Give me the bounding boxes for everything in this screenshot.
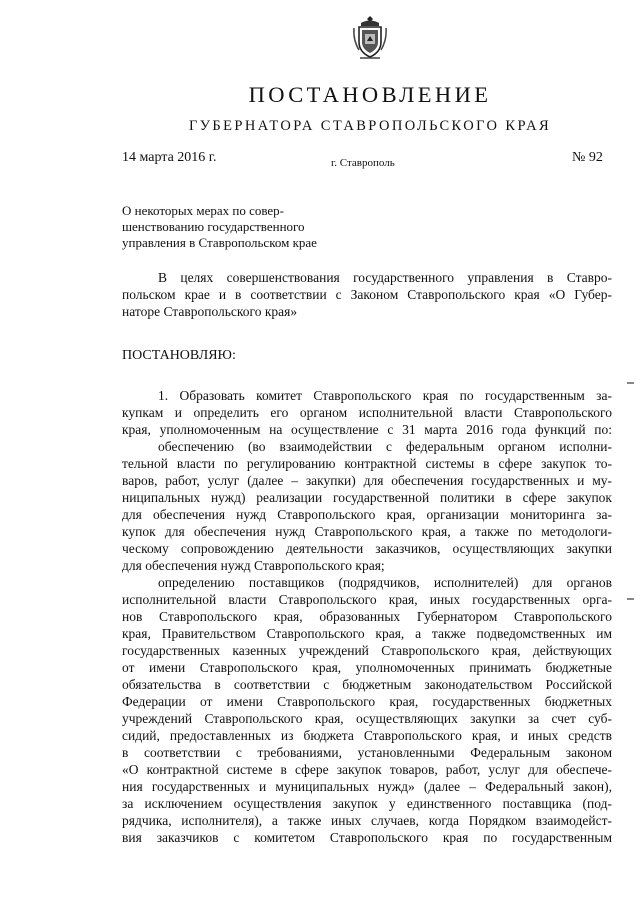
subject-line: управления в Ставропольском крае: [122, 235, 317, 250]
paragraph-line: рядчика, исполнителя), а также иных случаев, когда Порядком взаимодейст-: [122, 813, 612, 828]
paragraph-line: обеспечению (во взаимодействии с федеральным органом исполни-: [158, 439, 612, 454]
paragraph-line: исполнительной власти Ставропольского края, иных государственных орга-: [122, 592, 612, 607]
paragraph-line: в соответствии с требованиями, установленными Федеральным законом: [122, 745, 612, 760]
paragraph-line: сидий, предоставленных из бюджета Ставропольского края, и иных средств: [122, 728, 612, 743]
preamble-line: наторе Ставропольского края»: [122, 304, 298, 319]
item1-line: 1. Образовать комитет Ставропольского края по государственным за-: [158, 388, 612, 403]
paragraph-line: Федерации от имени Ставропольского края, государственных бюджетных: [122, 694, 612, 709]
paragraph-line: нов Ставропольского края, образованных Губернатором Ставропольского: [122, 609, 612, 624]
paragraph-line: от имени Ставропольского края, уполномоченных принимать бюджетные: [122, 660, 612, 675]
subject-line: О некоторых мерах по совер-: [122, 203, 284, 218]
margin-mark: [627, 382, 634, 384]
paragraph-line: ниципальных нужд) реализации государственной политики в сфере закупок: [122, 490, 612, 505]
document-body: [122, 269, 612, 846]
document-date: 14 марта 2016 г.: [122, 150, 217, 165]
subject-line: шенствованию государственного: [122, 219, 305, 234]
paragraph-line: определению поставщиков (подрядчиков, исполнителей) для органов: [158, 575, 612, 590]
paragraph-line: для обеспечения нужд Ставропольского края;: [122, 558, 385, 573]
paragraph-line: вия заказчиков с комитетом Ставропольского края по государственным: [122, 830, 612, 845]
paragraph-line: для обеспечения нужд Ставропольского края, организации мониторинга за-: [122, 507, 612, 522]
paragraph-line: учреждений Ставропольского края, осуществляющих закупки за счет суб-: [122, 711, 612, 726]
document-subtitle: ГУБЕРНАТОРА СТАВРОПОЛЬСКОГО КРАЯ: [188, 118, 552, 134]
document-title: ПОСТАНОВЛЕНИЕ: [248, 82, 492, 107]
paragraph-line: за исключением осуществления закупок у единственного поставщика (под-: [122, 796, 612, 811]
paragraph-line: ния государственных и муниципальных нужд» (далее – Федеральный закон),: [122, 779, 612, 794]
paragraph-line: ческому сопровождению деятельности заказчиков, осуществляющих закупки: [122, 541, 612, 556]
paragraph-line: тельной власти по регулированию контрактной системы в сфере закупок то-: [122, 456, 612, 471]
preamble-line: польском крае и в соответствии с Законом Ставропольского края «О Губер-: [122, 287, 612, 302]
coat-of-arms-icon: [352, 14, 388, 60]
paragraph-line: варов, работ, услуг (далее – закупки) для обеспечения государственных и му-: [122, 473, 612, 488]
paragraph-line: купок для обеспечения нужд Ставропольского края, а также по методологи-: [122, 524, 612, 539]
decree-heading: ПОСТАНОВЛЯЮ:: [122, 348, 236, 363]
paragraph-line: государственных казенных учреждений Ставропольского края, действующих: [122, 643, 612, 658]
paragraph-line: обязательства в соответствии с бюджетным законодательством Российской: [122, 677, 612, 692]
paragraph-line: «О контрактной системе в сфере закупок товаров, работ, услуг для обеспече-: [122, 762, 612, 777]
item1-line: купкам и определить его органом исполнительной власти Ставропольского: [122, 405, 612, 420]
document-subject: [122, 203, 352, 251]
document-number: № 92: [572, 150, 603, 165]
margin-mark: [627, 598, 634, 600]
document-city: г. Ставрополь: [331, 157, 395, 169]
preamble-line: В целях совершенствования государственного управления в Ставро-: [158, 270, 612, 285]
item1-line: края, уполномоченным на осуществление с 31 марта 2016 года функций по:: [122, 422, 612, 437]
paragraph-line: края, Правительством Ставропольского края, а также подведомственных им: [122, 626, 612, 641]
